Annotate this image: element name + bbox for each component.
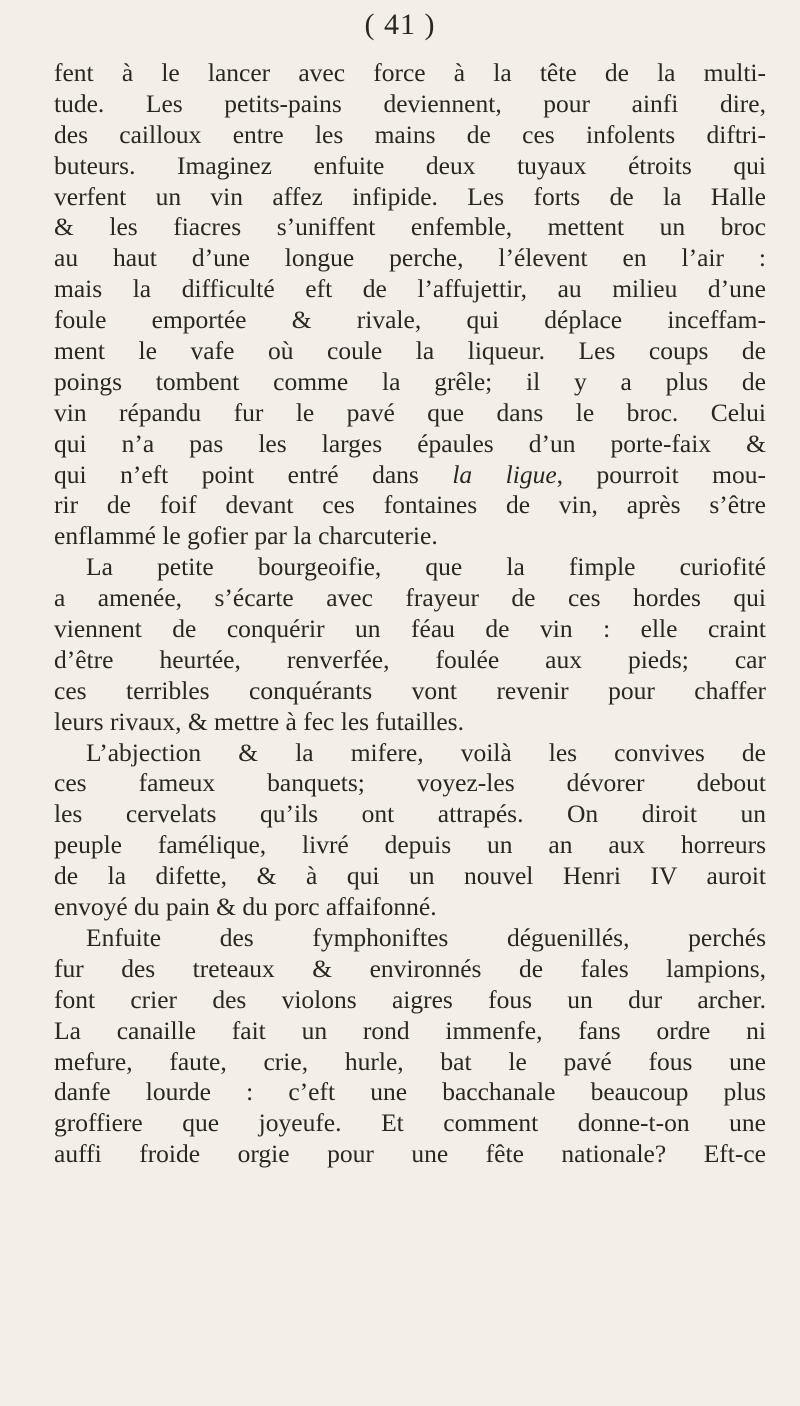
- text-line: auffi froide orgie pour une fête nationale? Eft-ce: [54, 1139, 766, 1169]
- text-line: ment le vafe où coule la liqueur. Les coups de: [54, 336, 766, 366]
- text-line: Enfuite des fymphoniftes déguenillés, perchés: [86, 922, 766, 952]
- text-line: leurs rivaux, & mettre à fec les futailles.: [54, 706, 464, 736]
- text-line: ces terribles conquérants vont revenir pour chaffer: [54, 675, 766, 705]
- text-line: rir de foif devant ces fontaines de vin, après s’être: [54, 490, 766, 520]
- text-line: poings tombent comme la grêle; il y a plus de: [54, 366, 766, 396]
- text-line: La petite bourgeoifie, que la fimple curiofité: [86, 552, 766, 582]
- text-line: ces fameux banquets; voyez-les dévorer debout: [54, 768, 766, 798]
- text-line: fent à le lancer avec force à la tête de la multi-: [54, 58, 766, 87]
- text-line: qui n’eft point entré dans la ligue, pourroit mou-: [54, 459, 766, 489]
- text-line: enflammé le gofier par la charcuterie.: [54, 521, 438, 551]
- text-line: viennent de conquérir un féau de vin : elle craint: [54, 614, 766, 644]
- text-line: d’être heurtée, renverfée, foulée aux pieds; car: [54, 644, 766, 674]
- text-line: au haut d’une longue perche, l’élevent en l’air :: [54, 243, 766, 273]
- text-line: fur des treteaux & environnés de fales lampions,: [54, 953, 766, 983]
- text-line: des cailloux entre les mains de ces infolents diftri-: [54, 119, 766, 149]
- text-line: a amenée, s’écarte avec frayeur de ces hordes qui: [54, 583, 766, 613]
- text-line: peuple famélique, livré depuis un an aux horreurs: [54, 830, 766, 860]
- text-line: & les fiacres s’uniffent enfemble, mettent un broc: [54, 212, 766, 242]
- body-text: [54, 58, 766, 1170]
- text-line: mefure, faute, crie, hurle, bat le pavé fous une: [54, 1046, 766, 1076]
- text-line: mais la difficulté eft de l’affujettir, au milieu d’une: [54, 274, 766, 304]
- text-line: les cervelats qu’ils ont attrapés. On diroit un: [54, 799, 766, 829]
- text-line: tude. Les petits-pains deviennent, pour ainfi dire,: [54, 88, 766, 118]
- text-line: envoyé du pain & du porc affaifonné.: [54, 892, 437, 922]
- text-line: buteurs. Imaginez enfuite deux tuyaux étroits qui: [54, 150, 766, 180]
- page-number: ( 41 ): [364, 8, 436, 41]
- text-line: foule emportée & rivale, qui déplace inceffam-: [54, 305, 766, 335]
- text-line: de la difette, & à qui un nouvel Henri IV auroit: [54, 861, 766, 891]
- text-line: verfent un vin affez infipide. Les forts de la Halle: [54, 181, 766, 211]
- text-line: vin répandu fur le pavé que dans le broc. Celui: [54, 397, 766, 427]
- text-line: La canaille fait un rond immenfe, fans ordre ni: [54, 1015, 766, 1045]
- text-line: font crier des violons aigres fous un dur archer.: [54, 984, 766, 1014]
- text-line: groffiere que joyeufe. Et comment donne-t-on une: [54, 1108, 766, 1138]
- text-line: qui n’a pas les larges épaules d’un porte-faix &: [54, 428, 766, 458]
- text-line: danfe lourde : c’eft une bacchanale beaucoup plus: [54, 1077, 766, 1107]
- text-line: L’abjection & la mifere, voilà les convives de: [86, 737, 766, 767]
